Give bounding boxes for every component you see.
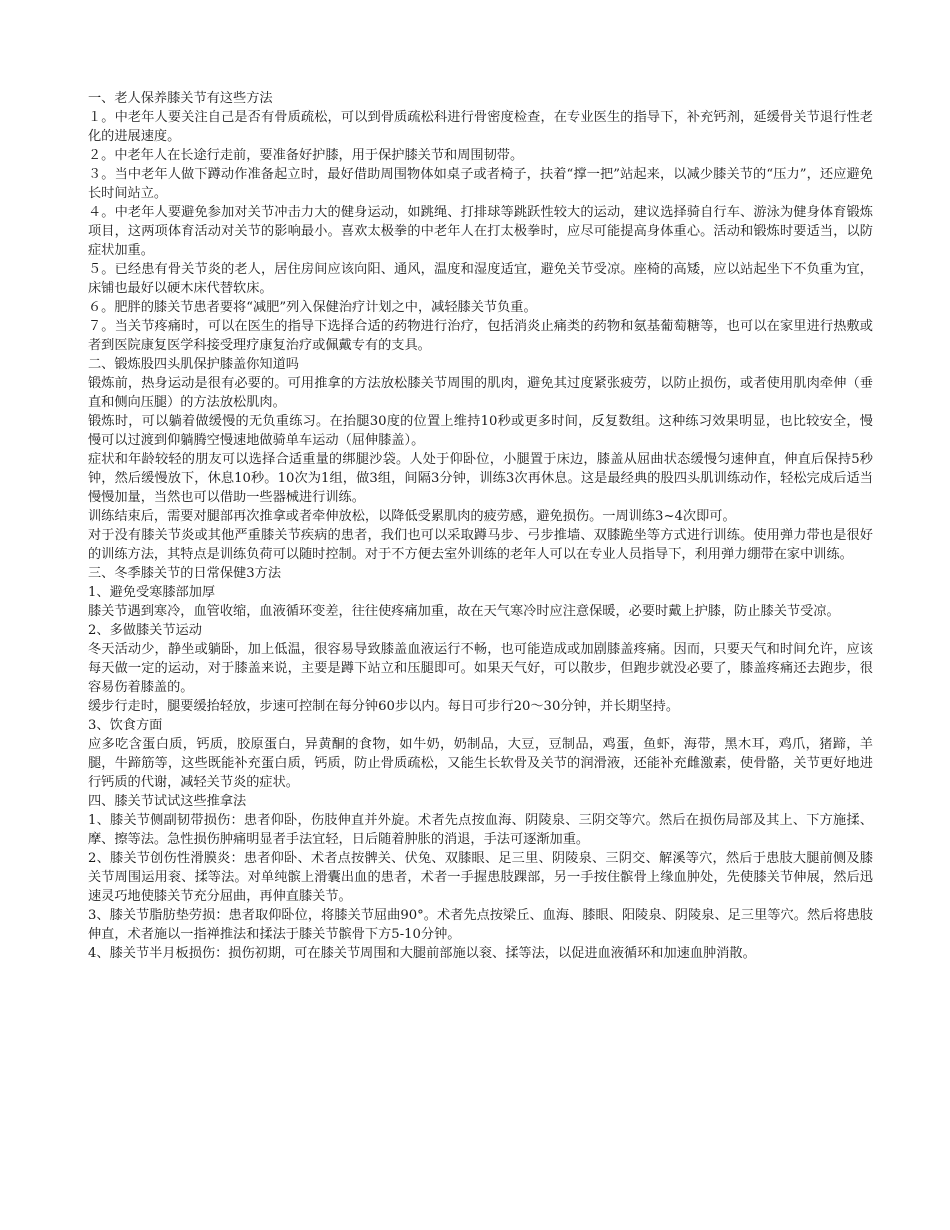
paragraph: 锻炼时，可以躺着做缓慢的无负重练习。在抬腿30度的位置上维持10秒或更多时间，反复数组。这种练习效果明显，也比较安全，慢慢可以过渡到仰躺腾空慢速地做骑单车运动（屈伸膝盖）。 [88,414,873,448]
subheading: 3、饮食方面 [88,718,163,733]
section-heading-2: 二、锻炼股四头肌保护膝盖你知道吗 [88,357,299,372]
paragraph: 2、膝关节创伤性滑膜炎：患者仰卧、术者点按髀关、伏兔、双膝眼、足三里、阴陵泉、三阴交、解溪等穴，然后于患肢大腿前侧及膝关节周围运用衮、揉等法。对单纯髌上滑囊出血的患者，术者一手握患肢踝部，另一手按住髌骨上缘血肿处，先使膝关节伸展，然后迅速灵巧地使膝关节充分屈曲，再伸直膝关节。 [88,851,873,904]
paragraph: 缓步行走时，腿要缓抬轻放，步速可控制在每分钟60步以内。每日可步行20～30分钟，并长期坚持。 [88,699,680,714]
article-body [88,89,873,963]
paragraph: 症状和年龄较轻的朋友可以选择合适重量的绑腿沙袋。人处于仰卧位，小腿置于床边，膝盖从屈曲状态缓慢匀速伸直，伸直后保持5秒钟，然后缓慢放下，休息10秒。10次为1组，做3组，间隔3分钟，训练3次再休息。这是最经典的股四头肌训练动作，轻松完成后适当慢慢加量，当然也可以借助一些器械进行训练。 [88,452,873,505]
paragraph: 对于没有膝关节炎或其他严重膝关节疾病的患者，我们也可以采取蹲马步、弓步推墙、双膝跪坐等方式进行训练。使用弹力带也是很好的训练方法，其特点是训练负荷可以随时控制。对于不方便去室外训练的老年人可以在专业人员指导下，利用弹力绷带在家中训练。 [88,528,873,562]
paragraph: １。中老年人要关注自己是否有骨质疏松，可以到骨质疏松科进行骨密度检查，在专业医生的指导下，补充钙剂，延缓骨关节退行性老化的进展速度。 [88,110,873,144]
paragraph: 训练结束后，需要对腿部再次推拿或者牵伸放松，以降低受累肌肉的疲劳感，避免损伤。一周训练3~4次即可。 [88,509,736,524]
subheading: 1、避免受寒膝部加厚 [88,585,216,600]
paragraph: 锻炼前，热身运动是很有必要的。可用推拿的方法放松膝关节周围的肌肉，避免其过度紧张疲劳，以防止损伤，或者使用肌肉牵伸（垂直和侧向压腿）的方法放松肌肉。 [88,376,873,410]
paragraph: 4、膝关节半月板损伤：损伤初期，可在膝关节周围和大腿前部施以衮、揉等法，以促进血液循环和加速血肿消散。 [88,946,756,961]
paragraph: 3、膝关节脂肪垫劳损：患者取仰卧位，将膝关节屈曲90°。术者先点按梁丘、血海、膝眼、阳陵泉、阴陵泉、足三里等穴。然后将患肢伸直，术者施以一指禅推法和揉法于膝关节髌骨下方5-10分钟。 [88,908,873,942]
paragraph: ５。已经患有骨关节炎的老人，居住房间应该向阳、通风，温度和湿度适宜，避免关节受凉。座椅的高矮，应以站起坐下不负重为宜，床铺也最好以硬木床代替软床。 [88,262,873,296]
paragraph: ６。肥胖的膝关节患者要将“减肥”列入保健治疗计划之中，减轻膝关节负重。 [88,300,537,315]
paragraph: ７。当关节疼痛时，可以在医生的指导下选择合适的药物进行治疗，包括消炎止痛类的药物和氨基葡萄糖等，也可以在家里进行热敷或者到医院康复医学科接受理疗康复治疗或佩戴专有的支具。 [88,319,873,353]
paragraph: ４。中老年人要避免参加对关节冲击力大的健身运动，如跳绳、打排球等跳跃性较大的运动，建议选择骑自行车、游泳为健身体育锻炼项目，这两项体育活动对关节的影响最小。喜欢太极拳的中老年人在打太极拳时，应尽可能提高身体重心。活动和锻炼时要适当，以防症状加重。 [88,205,873,258]
paragraph: ２。中老年人在长途行走前，要准备好护膝，用于保护膝关节和周围韧带。 [88,148,524,163]
paragraph: 应多吃含蛋白质，钙质，胶原蛋白，异黄酮的食物，如牛奶，奶制品，大豆，豆制品，鸡蛋，鱼虾，海带，黑木耳，鸡爪，猪蹄，羊腿，牛蹄筋等，这些既能补充蛋白质，钙质，防止骨质疏松，又能生长软骨及关节的润滑液，还能补充雌激素，使骨骼，关节更好地进行钙质的代谢，减轻关节炎的症状。 [88,737,873,790]
section-heading-4: 四、膝关节试试这些推拿法 [88,794,247,809]
subheading: 2、多做膝关节运动 [88,623,202,638]
section-heading-3: 三、冬季膝关节的日常保健3方法 [88,566,282,581]
section-heading-1: 一、老人保养膝关节有这些方法 [88,91,273,106]
paragraph: ３。当中老年人做下蹲动作准备起立时，最好借助周围物体如桌子或者椅子，扶着“撑一把”站起来，以减少膝关节的“压力”，还应避免长时间站立。 [88,167,873,201]
paragraph: 膝关节遇到寒冷，血管收缩，血液循环变差，往往使疼痛加重，故在天气寒冷时应注意保暖，必要时戴上护膝，防止膝关节受凉。 [88,604,840,619]
paragraph: 1、膝关节侧副韧带损伤：患者仰卧，伤肢伸直并外旋。术者先点按血海、阴陵泉、三阴交等穴。然后在损伤局部及其上、下方施揉、摩、擦等法。急性损伤肿痛明显者手法宜轻，日后随着肿胀的消退，手法可逐渐加重。 [88,813,873,847]
paragraph: 冬天活动少，静坐或躺卧，加上低温，很容易导致膝盖血液运行不畅，也可能造成或加剧膝盖疼痛。因而，只要天气和时间允许，应该每天做一定的运动，对于膝盖来说，主要是蹲下站立和压腿即可。如果天气好，可以散步，但跑步就没必要了，膝盖疼痛还去跑步，很容易伤着膝盖的。 [88,642,873,695]
